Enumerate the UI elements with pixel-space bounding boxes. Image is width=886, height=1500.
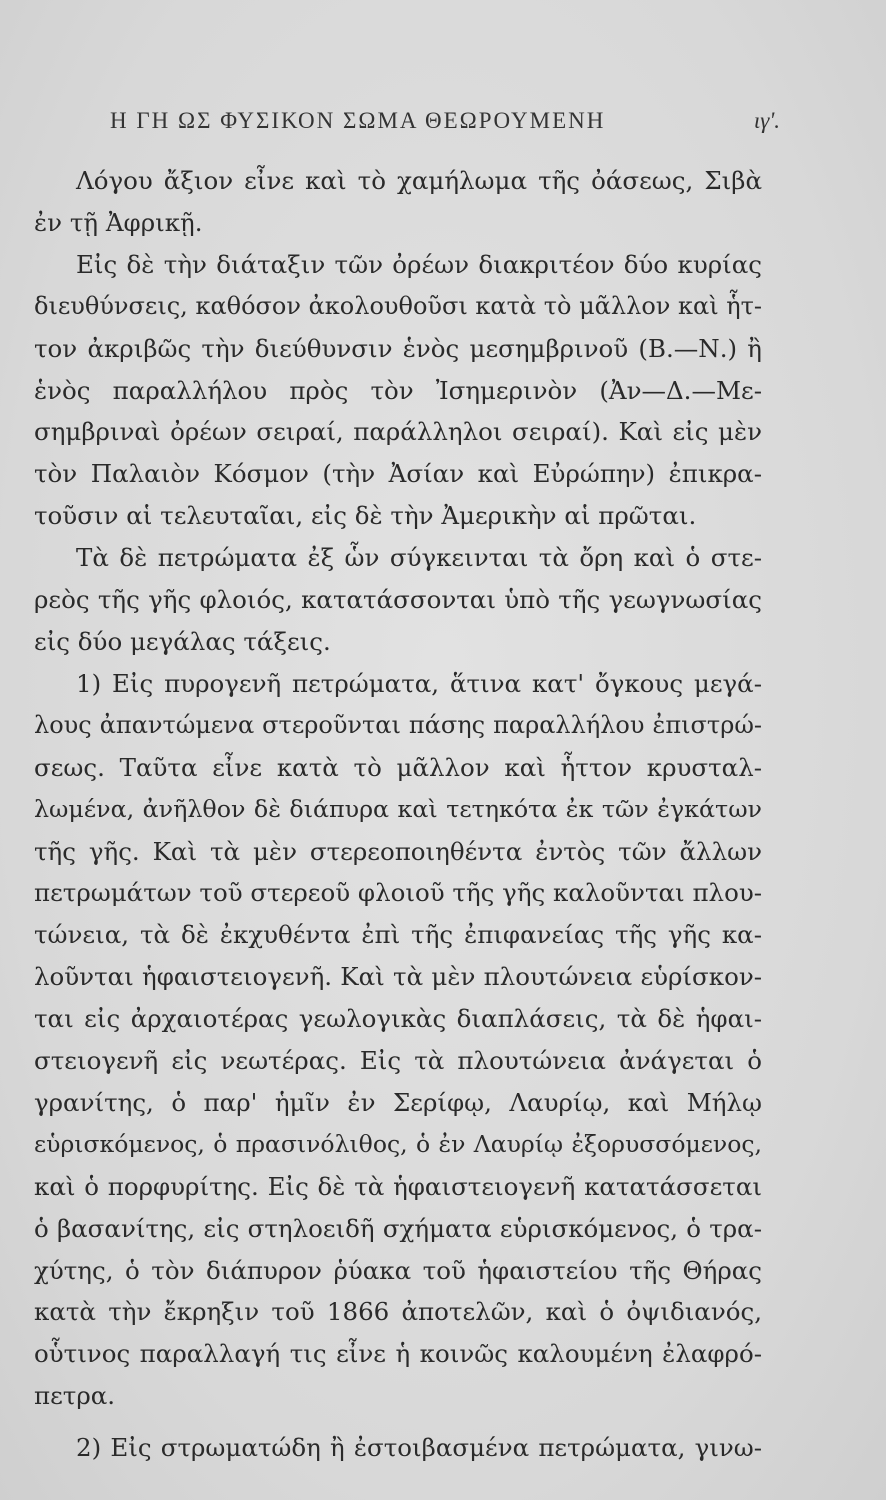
text-line: ἑνὸς παραλλήλου πρὸς τὸν Ἰσημερινὸν (Ἀν—Δ.—Με- — [34, 375, 762, 405]
text-line: γρανίτης, ὁ παρ' ἡμῖν ἐν Σερίφῳ, Λαυρίῳ, καὶ Μήλῳ — [34, 1087, 762, 1117]
text-line: οὗτινος παραλλαγή τις εἶνε ἡ κοινῶς καλουμένη ἐλαφρό- — [34, 1339, 762, 1369]
text-line: στειογενῆ εἰς νεωτέρας. Εἰς τὰ πλουτώνεια ἀνάγεται ὁ — [34, 1046, 762, 1076]
text-line: λοῦνται ἡφαιστειογενῆ. Καὶ τὰ μὲν πλουτώνεια εὑρίσκον- — [34, 962, 762, 992]
text-line: Εἰς δὲ τὴν διάταξιν τῶν ὀρέων διακριτέον δύο κυρίας — [76, 249, 762, 279]
text-line: ται εἰς ἀρχαιοτέρας γεωλογικὰς διαπλάσεις, τὰ δὲ ἡφαι- — [34, 1004, 762, 1034]
text-line: εὑρισκόμενος, ὁ πρασινόλιθος, ὁ ἐν Λαυρίῳ ἐξορυσσόμενος, — [34, 1129, 762, 1158]
text-line: χύτης, ὁ τὸν διάπυρον ῥύακα τοῦ ἡφαιστείου τῆς Θήρας — [34, 1255, 762, 1285]
text-line: τώνεια, τὰ δὲ ἐκχυθέντα ἐπὶ τῆς ἐπιφανείας τῆς γῆς κα- — [34, 920, 762, 950]
text-line: διευθύνσεις, καθόσον ἀκολουθοῦσι κατὰ τὸ μᾶλλον καὶ ἧτ- — [34, 291, 762, 320]
running-title: Η ΓΗ ΩΣ ΦΥΣΙΚΟΝ ΣΩΜΑ ΘΕΩΡΟΥΜΕΝΗ — [110, 108, 606, 133]
text-line: ρεὸς τῆς γῆς φλοιός, κατατάσσονται ὑπὸ τῆς γεωγνωσίας — [34, 585, 762, 615]
text-line: Λόγου ἄξιον εἶνε καὶ τὸ χαμήλωμα τῆς ὀάσεως, Σιβὰ — [76, 166, 762, 195]
text-line: τοῦσιν αἱ τελευταῖαι, εἰς δὲ τὴν Ἀμερικὴν αἱ πρῶται. — [34, 501, 697, 531]
text-line: σεως. Ταῦτα εἶνε κατὰ τὸ μᾶλλον καὶ ἧττον κρυσταλ- — [34, 752, 762, 782]
text-line: πετρα. — [34, 1381, 116, 1411]
page-number: ιγ'. — [753, 108, 780, 133]
text-line: τὸν Παλαιὸν Κόσμον (τὴν Ἀσίαν καὶ Εὐρώπην) ἐπικρα- — [34, 459, 762, 489]
text-line: λους ἀπαντώμενα στεροῦνται πάσης παραλλήλου ἐπιστρώ- — [34, 710, 762, 739]
text-line: εἰς δύο μεγάλας τάξεις. — [34, 626, 331, 656]
text-line: τον ἀκριβῶς τὴν διεύθυνσιν ἑνὸς μεσημβρινοῦ (Β.—Ν.) ἢ — [34, 333, 762, 363]
text-line: πετρωμάτων τοῦ στερεοῦ φλοιοῦ τῆς γῆς καλοῦνται πλου- — [34, 878, 762, 908]
body-text — [34, 160, 762, 1469]
text-line: καὶ ὁ πορφυρίτης. Εἰς δὲ τὰ ἡφαιστειογενῆ κατατάσσεται — [34, 1171, 762, 1201]
text-line: ἐν τῇ Ἀφρικῇ. — [34, 207, 203, 237]
text-line: ὁ βασανίτης, εἰς στηλοειδῆ σχήματα εὑρισκόμενος, ὁ τρα- — [34, 1213, 762, 1243]
text-line: λωμένα, ἀνῆλθον δὲ διάπυρα καὶ τετηκότα ἐκ τῶν ἐγκάτων — [34, 794, 762, 823]
text-line: 1) Εἰς πυρογενῆ πετρώματα, ἅτινα κατ' ὄγκους μεγά- — [76, 668, 762, 698]
text-line: κατὰ τὴν ἔκρηξιν τοῦ 1866 ἀποτελῶν, καὶ ὁ ὀψιδιανός, — [34, 1297, 762, 1327]
text-line: τῆς γῆς. Καὶ τὰ μὲν στερεοποιηθέντα ἐντὸς τῶν ἄλλων — [34, 836, 762, 866]
text-line: σημβριναὶ ὀρέων σειραί, παράλληλοι σειραί). Καὶ εἰς μὲν — [34, 417, 762, 447]
text-line: 2) Εἰς στρωματώδη ἢ ἐστοιβασμένα πετρώματα, γινω- — [76, 1433, 762, 1463]
text-line: Τὰ δὲ πετρώματα ἐξ ὧν σύγκεινται τὰ ὄρη καὶ ὁ στε- — [76, 543, 762, 573]
